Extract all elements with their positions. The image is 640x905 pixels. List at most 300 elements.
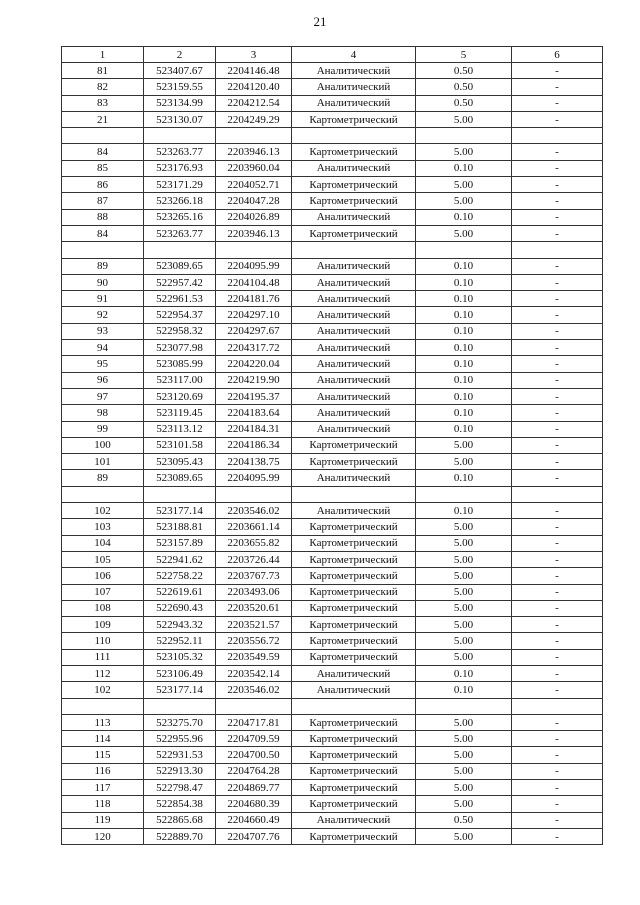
point-number-cell: 109 — [62, 617, 144, 633]
note-cell: - — [512, 323, 603, 339]
column-header: 2 — [144, 47, 216, 63]
y-coordinate-cell: 2204184.31 — [216, 421, 292, 437]
method-cell: Аналитический — [292, 682, 416, 698]
method-cell: Аналитический — [292, 258, 416, 274]
y-coordinate-cell: 2204297.67 — [216, 323, 292, 339]
accuracy-cell — [416, 486, 512, 502]
table-row — [62, 160, 603, 176]
x-coordinate-cell: 522931.53 — [144, 747, 216, 763]
method-cell: Аналитический — [292, 356, 416, 372]
accuracy-cell: 5.00 — [416, 763, 512, 779]
accuracy-cell: 5.00 — [416, 193, 512, 209]
accuracy-cell: 5.00 — [416, 731, 512, 747]
x-coordinate-cell: 523105.32 — [144, 649, 216, 665]
method-cell: Картометрический — [292, 633, 416, 649]
x-coordinate-cell: 523171.29 — [144, 177, 216, 193]
point-number-cell: 85 — [62, 160, 144, 176]
point-number-cell: 88 — [62, 209, 144, 225]
x-coordinate-cell: 522958.32 — [144, 323, 216, 339]
point-number-cell: 83 — [62, 95, 144, 111]
x-coordinate-cell: 523176.93 — [144, 160, 216, 176]
accuracy-cell — [416, 242, 512, 258]
point-number-cell: 89 — [62, 258, 144, 274]
x-coordinate-cell: 523263.77 — [144, 144, 216, 160]
point-number-cell: 86 — [62, 177, 144, 193]
y-coordinate-cell: 2203661.14 — [216, 519, 292, 535]
table-row — [62, 405, 603, 421]
point-number-cell: 96 — [62, 372, 144, 388]
table-row — [62, 258, 603, 274]
y-coordinate-cell: 2204138.75 — [216, 454, 292, 470]
y-coordinate-cell: 2204026.89 — [216, 209, 292, 225]
table-row — [62, 649, 603, 665]
table-row — [62, 209, 603, 225]
point-number-cell: 106 — [62, 568, 144, 584]
method-cell: Картометрический — [292, 747, 416, 763]
x-coordinate-cell: 523106.49 — [144, 665, 216, 681]
y-coordinate-cell: 2203549.59 — [216, 649, 292, 665]
accuracy-cell: 0.10 — [416, 323, 512, 339]
method-cell: Картометрический — [292, 551, 416, 567]
method-cell: Аналитический — [292, 372, 416, 388]
y-coordinate-cell: 2204186.34 — [216, 437, 292, 453]
note-cell: - — [512, 258, 603, 274]
accuracy-cell: 0.10 — [416, 291, 512, 307]
column-header: 6 — [512, 47, 603, 63]
method-cell: Аналитический — [292, 665, 416, 681]
x-coordinate-cell: 523275.70 — [144, 714, 216, 730]
table-row — [62, 356, 603, 372]
method-cell: Картометрический — [292, 454, 416, 470]
accuracy-cell: 5.00 — [416, 828, 512, 844]
note-cell: - — [512, 95, 603, 111]
method-cell: Аналитический — [292, 503, 416, 519]
note-cell — [512, 128, 603, 144]
x-coordinate-cell: 523095.43 — [144, 454, 216, 470]
method-cell: Аналитический — [292, 421, 416, 437]
point-number-cell: 91 — [62, 291, 144, 307]
point-number-cell: 84 — [62, 225, 144, 241]
table-row — [62, 79, 603, 95]
table-row — [62, 307, 603, 323]
table-row — [62, 470, 603, 486]
x-coordinate-cell: 523177.14 — [144, 682, 216, 698]
y-coordinate-cell: 2204047.28 — [216, 193, 292, 209]
accuracy-cell: 5.00 — [416, 780, 512, 796]
accuracy-cell: 0.10 — [416, 503, 512, 519]
point-number-cell: 120 — [62, 828, 144, 844]
note-cell: - — [512, 568, 603, 584]
x-coordinate-cell: 522941.62 — [144, 551, 216, 567]
y-coordinate-cell: 2204146.48 — [216, 63, 292, 79]
note-cell: - — [512, 405, 603, 421]
note-cell: - — [512, 274, 603, 290]
y-coordinate-cell: 2204660.49 — [216, 812, 292, 828]
x-coordinate-cell: 522943.32 — [144, 617, 216, 633]
x-coordinate-cell — [144, 698, 216, 714]
accuracy-cell: 5.00 — [416, 796, 512, 812]
y-coordinate-cell: 2204717.81 — [216, 714, 292, 730]
x-coordinate-cell: 523263.77 — [144, 225, 216, 241]
point-number-cell — [62, 486, 144, 502]
point-number-cell: 97 — [62, 388, 144, 404]
point-number-cell — [62, 242, 144, 258]
method-cell: Аналитический — [292, 160, 416, 176]
table-row — [62, 437, 603, 453]
x-coordinate-cell: 523134.99 — [144, 95, 216, 111]
y-coordinate-cell: 2204181.76 — [216, 291, 292, 307]
table-row — [62, 95, 603, 111]
method-cell: Аналитический — [292, 274, 416, 290]
note-cell — [512, 698, 603, 714]
accuracy-cell: 0.10 — [416, 258, 512, 274]
y-coordinate-cell — [216, 242, 292, 258]
point-number-cell: 94 — [62, 340, 144, 356]
y-coordinate-cell: 2204183.64 — [216, 405, 292, 421]
note-cell: - — [512, 584, 603, 600]
x-coordinate-cell: 522619.61 — [144, 584, 216, 600]
point-number-cell: 116 — [62, 763, 144, 779]
point-number-cell: 21 — [62, 111, 144, 127]
x-coordinate-cell: 523188.81 — [144, 519, 216, 535]
accuracy-cell: 0.10 — [416, 356, 512, 372]
method-cell: Аналитический — [292, 291, 416, 307]
method-cell — [292, 486, 416, 502]
accuracy-cell — [416, 128, 512, 144]
y-coordinate-cell: 2204764.28 — [216, 763, 292, 779]
note-cell — [512, 242, 603, 258]
x-coordinate-cell: 522955.96 — [144, 731, 216, 747]
method-cell: Картометрический — [292, 763, 416, 779]
table-row — [62, 714, 603, 730]
method-cell: Картометрический — [292, 649, 416, 665]
x-coordinate-cell: 522690.43 — [144, 600, 216, 616]
y-coordinate-cell: 2203493.06 — [216, 584, 292, 600]
note-cell: - — [512, 535, 603, 551]
y-coordinate-cell: 2204095.99 — [216, 470, 292, 486]
method-cell: Аналитический — [292, 470, 416, 486]
note-cell: - — [512, 633, 603, 649]
accuracy-cell: 0.10 — [416, 470, 512, 486]
table-row — [62, 323, 603, 339]
table-row — [62, 372, 603, 388]
y-coordinate-cell: 2203546.02 — [216, 682, 292, 698]
table-row — [62, 828, 603, 844]
table-row — [62, 747, 603, 763]
method-cell: Картометрический — [292, 584, 416, 600]
method-cell: Аналитический — [292, 209, 416, 225]
x-coordinate-cell: 522913.30 — [144, 763, 216, 779]
y-coordinate-cell: 2204297.10 — [216, 307, 292, 323]
y-coordinate-cell: 2203767.73 — [216, 568, 292, 584]
accuracy-cell: 5.00 — [416, 649, 512, 665]
method-cell: Картометрический — [292, 177, 416, 193]
method-cell: Картометрический — [292, 731, 416, 747]
table-row — [62, 421, 603, 437]
note-cell: - — [512, 160, 603, 176]
method-cell: Картометрический — [292, 225, 416, 241]
x-coordinate-cell: 522798.47 — [144, 780, 216, 796]
x-coordinate-cell: 523089.65 — [144, 258, 216, 274]
x-coordinate-cell: 523159.55 — [144, 79, 216, 95]
table-row — [62, 128, 603, 144]
table-row — [62, 486, 603, 502]
method-cell — [292, 128, 416, 144]
method-cell: Аналитический — [292, 388, 416, 404]
point-number-cell — [62, 128, 144, 144]
accuracy-cell: 0.10 — [416, 307, 512, 323]
note-cell: - — [512, 340, 603, 356]
x-coordinate-cell — [144, 486, 216, 502]
note-cell: - — [512, 600, 603, 616]
note-cell: - — [512, 731, 603, 747]
accuracy-cell: 0.10 — [416, 421, 512, 437]
point-number-cell: 107 — [62, 584, 144, 600]
accuracy-cell: 5.00 — [416, 519, 512, 535]
point-number-cell: 115 — [62, 747, 144, 763]
table-row — [62, 633, 603, 649]
table-row — [62, 225, 603, 241]
table-row — [62, 698, 603, 714]
note-cell: - — [512, 437, 603, 453]
accuracy-cell — [416, 698, 512, 714]
point-number-cell: 87 — [62, 193, 144, 209]
method-cell: Картометрический — [292, 437, 416, 453]
y-coordinate-cell — [216, 698, 292, 714]
note-cell: - — [512, 747, 603, 763]
accuracy-cell: 0.10 — [416, 388, 512, 404]
x-coordinate-cell: 523085.99 — [144, 356, 216, 372]
table-row — [62, 503, 603, 519]
table-body — [62, 63, 603, 845]
point-number-cell: 112 — [62, 665, 144, 681]
accuracy-cell: 0.10 — [416, 340, 512, 356]
y-coordinate-cell: 2204120.40 — [216, 79, 292, 95]
accuracy-cell: 5.00 — [416, 551, 512, 567]
note-cell: - — [512, 665, 603, 681]
x-coordinate-cell: 523177.14 — [144, 503, 216, 519]
x-coordinate-cell: 522758.22 — [144, 568, 216, 584]
table-row — [62, 291, 603, 307]
method-cell: Картометрический — [292, 617, 416, 633]
x-coordinate-cell: 523266.18 — [144, 193, 216, 209]
table-header-row — [62, 47, 603, 63]
column-header: 3 — [216, 47, 292, 63]
accuracy-cell: 5.00 — [416, 225, 512, 241]
note-cell: - — [512, 649, 603, 665]
point-number-cell: 95 — [62, 356, 144, 372]
point-number-cell: 101 — [62, 454, 144, 470]
y-coordinate-cell: 2203556.72 — [216, 633, 292, 649]
table-row — [62, 340, 603, 356]
note-cell: - — [512, 144, 603, 160]
x-coordinate-cell: 523117.00 — [144, 372, 216, 388]
x-coordinate-cell: 523120.69 — [144, 388, 216, 404]
accuracy-cell: 5.00 — [416, 617, 512, 633]
note-cell: - — [512, 307, 603, 323]
x-coordinate-cell: 523157.89 — [144, 535, 216, 551]
column-header: 1 — [62, 47, 144, 63]
note-cell: - — [512, 503, 603, 519]
accuracy-cell: 5.00 — [416, 633, 512, 649]
point-number-cell: 89 — [62, 470, 144, 486]
table-row — [62, 780, 603, 796]
note-cell: - — [512, 763, 603, 779]
note-cell: - — [512, 111, 603, 127]
table-row — [62, 63, 603, 79]
x-coordinate-cell — [144, 242, 216, 258]
y-coordinate-cell: 2203946.13 — [216, 225, 292, 241]
point-number-cell — [62, 698, 144, 714]
page-number: 21 — [313, 14, 327, 29]
accuracy-cell: 5.00 — [416, 177, 512, 193]
y-coordinate-cell: 2204869.77 — [216, 780, 292, 796]
method-cell: Картометрический — [292, 535, 416, 551]
x-coordinate-cell: 522889.70 — [144, 828, 216, 844]
accuracy-cell: 0.10 — [416, 274, 512, 290]
point-number-cell: 119 — [62, 812, 144, 828]
method-cell: Картометрический — [292, 796, 416, 812]
accuracy-cell: 5.00 — [416, 535, 512, 551]
method-cell — [292, 242, 416, 258]
y-coordinate-cell: 2203946.13 — [216, 144, 292, 160]
point-number-cell: 103 — [62, 519, 144, 535]
table-row — [62, 535, 603, 551]
table-row — [62, 665, 603, 681]
y-coordinate-cell: 2204220.04 — [216, 356, 292, 372]
point-number-cell: 111 — [62, 649, 144, 665]
x-coordinate-cell: 523130.07 — [144, 111, 216, 127]
note-cell: - — [512, 63, 603, 79]
y-coordinate-cell: 2203726.44 — [216, 551, 292, 567]
accuracy-cell: 0.10 — [416, 665, 512, 681]
accuracy-cell: 0.50 — [416, 79, 512, 95]
method-cell: Аналитический — [292, 307, 416, 323]
table-row — [62, 242, 603, 258]
method-cell: Картометрический — [292, 144, 416, 160]
method-cell: Аналитический — [292, 405, 416, 421]
y-coordinate-cell: 2203960.04 — [216, 160, 292, 176]
x-coordinate-cell: 522865.68 — [144, 812, 216, 828]
x-coordinate-cell: 523113.12 — [144, 421, 216, 437]
method-cell: Картометрический — [292, 193, 416, 209]
y-coordinate-cell: 2204700.50 — [216, 747, 292, 763]
note-cell: - — [512, 291, 603, 307]
note-cell: - — [512, 421, 603, 437]
method-cell: Аналитический — [292, 323, 416, 339]
table-row — [62, 682, 603, 698]
accuracy-cell: 5.00 — [416, 454, 512, 470]
note-cell: - — [512, 388, 603, 404]
point-number-cell: 113 — [62, 714, 144, 730]
note-cell: - — [512, 519, 603, 535]
accuracy-cell: 5.00 — [416, 714, 512, 730]
y-coordinate-cell: 2203542.14 — [216, 665, 292, 681]
point-number-cell: 82 — [62, 79, 144, 95]
method-cell: Картометрический — [292, 111, 416, 127]
y-coordinate-cell: 2204104.48 — [216, 274, 292, 290]
y-coordinate-cell: 2204707.76 — [216, 828, 292, 844]
note-cell: - — [512, 828, 603, 844]
note-cell: - — [512, 193, 603, 209]
y-coordinate-cell: 2204052.71 — [216, 177, 292, 193]
accuracy-cell: 5.00 — [416, 747, 512, 763]
accuracy-cell: 0.10 — [416, 682, 512, 698]
point-number-cell: 98 — [62, 405, 144, 421]
table-row — [62, 177, 603, 193]
table-row — [62, 617, 603, 633]
y-coordinate-cell: 2204249.29 — [216, 111, 292, 127]
table-row — [62, 144, 603, 160]
table-row — [62, 568, 603, 584]
y-coordinate-cell — [216, 486, 292, 502]
x-coordinate-cell: 522854.38 — [144, 796, 216, 812]
table-row — [62, 584, 603, 600]
x-coordinate-cell: 522957.42 — [144, 274, 216, 290]
accuracy-cell: 5.00 — [416, 600, 512, 616]
table-row — [62, 274, 603, 290]
method-cell: Картометрический — [292, 519, 416, 535]
accuracy-cell: 0.10 — [416, 372, 512, 388]
method-cell: Картометрический — [292, 828, 416, 844]
method-cell: Аналитический — [292, 340, 416, 356]
x-coordinate-cell: 523119.45 — [144, 405, 216, 421]
y-coordinate-cell: 2204219.90 — [216, 372, 292, 388]
note-cell — [512, 486, 603, 502]
table-row — [62, 388, 603, 404]
method-cell: Картометрический — [292, 600, 416, 616]
table-row — [62, 812, 603, 828]
point-number-cell: 110 — [62, 633, 144, 649]
y-coordinate-cell: 2204195.37 — [216, 388, 292, 404]
table-row — [62, 193, 603, 209]
point-number-cell: 102 — [62, 503, 144, 519]
y-coordinate-cell: 2203520.61 — [216, 600, 292, 616]
method-cell: Картометрический — [292, 780, 416, 796]
note-cell: - — [512, 177, 603, 193]
y-coordinate-cell: 2204709.59 — [216, 731, 292, 747]
method-cell: Аналитический — [292, 79, 416, 95]
x-coordinate-cell: 522961.53 — [144, 291, 216, 307]
accuracy-cell: 0.10 — [416, 405, 512, 421]
x-coordinate-cell: 523089.65 — [144, 470, 216, 486]
table-row — [62, 731, 603, 747]
point-number-cell: 104 — [62, 535, 144, 551]
note-cell: - — [512, 714, 603, 730]
table-row — [62, 519, 603, 535]
table-row — [62, 454, 603, 470]
method-cell: Аналитический — [292, 812, 416, 828]
accuracy-cell: 5.00 — [416, 144, 512, 160]
y-coordinate-cell: 2203521.57 — [216, 617, 292, 633]
note-cell: - — [512, 617, 603, 633]
accuracy-cell: 5.00 — [416, 584, 512, 600]
y-coordinate-cell: 2204317.72 — [216, 340, 292, 356]
point-number-cell: 108 — [62, 600, 144, 616]
x-coordinate-cell — [144, 128, 216, 144]
point-number-cell: 93 — [62, 323, 144, 339]
x-coordinate-cell: 523265.16 — [144, 209, 216, 225]
method-cell — [292, 698, 416, 714]
table-row — [62, 111, 603, 127]
column-header: 5 — [416, 47, 512, 63]
accuracy-cell: 0.50 — [416, 812, 512, 828]
coordinates-table — [61, 46, 603, 845]
point-number-cell: 90 — [62, 274, 144, 290]
note-cell: - — [512, 796, 603, 812]
method-cell: Аналитический — [292, 95, 416, 111]
y-coordinate-cell: 2203546.02 — [216, 503, 292, 519]
